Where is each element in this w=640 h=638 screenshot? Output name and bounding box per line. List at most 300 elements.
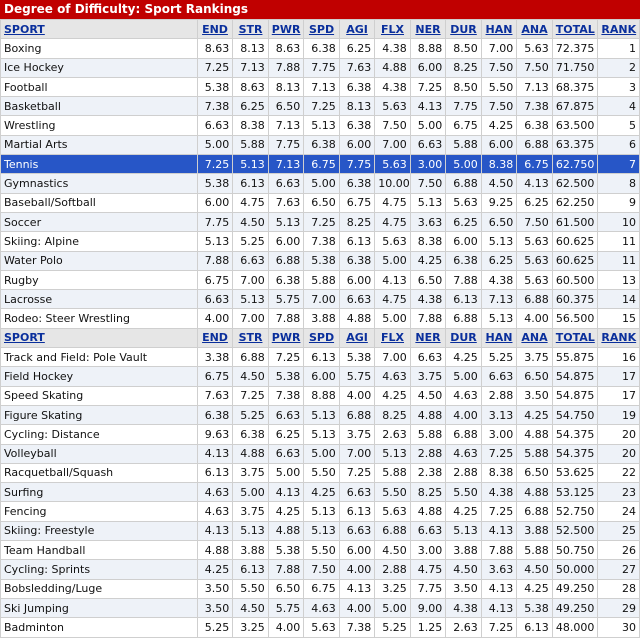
cell-end: 7.25 — [197, 155, 233, 174]
cell-han: 8.38 — [481, 463, 517, 482]
cell-ana: 5.63 — [517, 270, 553, 289]
column-header-dur[interactable]: DUR — [446, 20, 482, 39]
table-row[interactable] — [1, 598, 640, 617]
sport-name: Team Handball — [1, 541, 198, 560]
cell-agi: 6.38 — [339, 77, 375, 96]
cell-spd: 4.63 — [304, 598, 340, 617]
cell-pwr: 6.38 — [268, 270, 304, 289]
cell-total: 62.250 — [552, 193, 598, 212]
cell-end: 7.75 — [197, 212, 233, 231]
sport-name: Speed Skating — [1, 386, 198, 405]
cell-flx: 8.25 — [375, 405, 411, 424]
cell-pwr: 7.38 — [268, 386, 304, 405]
cell-agi: 7.00 — [339, 444, 375, 463]
table-row[interactable] — [1, 521, 640, 540]
table-row[interactable] — [1, 386, 640, 405]
cell-end: 4.13 — [197, 444, 233, 463]
cell-spd: 5.13 — [304, 521, 340, 540]
cell-total: 54.375 — [552, 444, 598, 463]
cell-flx: 7.00 — [375, 348, 411, 367]
cell-rank: 17 — [598, 367, 640, 386]
cell-str: 5.13 — [233, 521, 269, 540]
cell-spd: 8.88 — [304, 386, 340, 405]
cell-pwr: 4.25 — [268, 502, 304, 521]
cell-spd: 5.13 — [304, 405, 340, 424]
cell-rank: 15 — [598, 309, 640, 328]
cell-agi: 4.13 — [339, 579, 375, 598]
cell-dur: 5.88 — [446, 135, 482, 154]
column-header-ana[interactable]: ANA — [517, 328, 553, 347]
table-row[interactable] — [1, 290, 640, 309]
cell-han: 4.38 — [481, 270, 517, 289]
cell-dur: 5.63 — [446, 193, 482, 212]
cell-spd: 5.00 — [304, 444, 340, 463]
sport-name: Tennis — [1, 155, 198, 174]
cell-spd: 6.38 — [304, 135, 340, 154]
cell-ana: 7.50 — [517, 58, 553, 77]
cell-agi: 7.75 — [339, 155, 375, 174]
table-row[interactable] — [1, 251, 640, 270]
cell-total: 60.625 — [552, 251, 598, 270]
sport-name: Cycling: Sprints — [1, 560, 198, 579]
sport-name: Skiing: Alpine — [1, 232, 198, 251]
cell-spd: 6.38 — [304, 39, 340, 58]
cell-ner: 6.63 — [410, 348, 446, 367]
cell-str: 4.88 — [233, 444, 269, 463]
cell-ner: 9.00 — [410, 598, 446, 617]
cell-han: 4.38 — [481, 483, 517, 502]
sport-name: Rodeo: Steer Wrestling — [1, 309, 198, 328]
sport-name: Field Hockey — [1, 367, 198, 386]
table-row[interactable] — [1, 97, 640, 116]
cell-dur: 8.50 — [446, 77, 482, 96]
cell-rank: 26 — [598, 541, 640, 560]
column-header-agi[interactable]: AGI — [339, 328, 375, 347]
table-row[interactable] — [1, 483, 640, 502]
table-row[interactable] — [1, 193, 640, 212]
cell-han: 4.13 — [481, 598, 517, 617]
cell-spd: 7.50 — [304, 560, 340, 579]
cell-spd: 5.00 — [304, 174, 340, 193]
column-header-ana[interactable]: ANA — [517, 20, 553, 39]
cell-total: 62.750 — [552, 155, 598, 174]
cell-ana: 4.00 — [517, 309, 553, 328]
cell-agi: 6.13 — [339, 502, 375, 521]
cell-str: 5.00 — [233, 483, 269, 502]
cell-flx: 7.50 — [375, 116, 411, 135]
cell-pwr: 4.88 — [268, 521, 304, 540]
column-header-pwr[interactable]: PWR — [268, 20, 304, 39]
table-row[interactable] — [1, 174, 640, 193]
cell-spd: 6.75 — [304, 579, 340, 598]
cell-rank: 20 — [598, 425, 640, 444]
cell-total: 72.375 — [552, 39, 598, 58]
table-row[interactable] — [1, 367, 640, 386]
table-row[interactable] — [1, 463, 640, 482]
cell-ner: 5.88 — [410, 425, 446, 444]
cell-spd: 7.75 — [304, 58, 340, 77]
cell-han: 3.63 — [481, 560, 517, 579]
column-header-spd[interactable]: SPD — [304, 20, 340, 39]
cell-pwr: 6.50 — [268, 97, 304, 116]
cell-ner: 1.25 — [410, 618, 446, 637]
column-header-ner[interactable]: NER — [410, 328, 446, 347]
cell-dur: 6.00 — [446, 232, 482, 251]
cell-ana: 4.13 — [517, 174, 553, 193]
cell-spd: 4.25 — [304, 483, 340, 502]
column-header-str[interactable]: STR — [233, 328, 269, 347]
cell-han: 4.50 — [481, 174, 517, 193]
cell-han: 7.50 — [481, 58, 517, 77]
cell-pwr: 5.75 — [268, 598, 304, 617]
cell-str: 7.13 — [233, 58, 269, 77]
column-header-ner[interactable]: NER — [410, 20, 446, 39]
cell-str: 5.50 — [233, 579, 269, 598]
cell-flx: 2.88 — [375, 560, 411, 579]
cell-ner: 6.63 — [410, 521, 446, 540]
column-header-sport[interactable]: SPORT — [1, 20, 198, 39]
cell-end: 7.88 — [197, 251, 233, 270]
cell-han: 6.63 — [481, 367, 517, 386]
column-header-pwr[interactable]: PWR — [268, 328, 304, 347]
cell-ana: 6.88 — [517, 290, 553, 309]
cell-agi: 5.38 — [339, 348, 375, 367]
cell-pwr: 6.50 — [268, 579, 304, 598]
cell-str: 4.75 — [233, 193, 269, 212]
cell-ana: 3.75 — [517, 348, 553, 367]
cell-end: 4.63 — [197, 483, 233, 502]
table-row[interactable] — [1, 502, 640, 521]
cell-spd: 7.13 — [304, 77, 340, 96]
cell-rank: 22 — [598, 463, 640, 482]
cell-str: 6.88 — [233, 348, 269, 367]
cell-end: 5.25 — [197, 618, 233, 637]
cell-flx: 4.13 — [375, 270, 411, 289]
cell-han: 2.88 — [481, 386, 517, 405]
cell-pwr: 7.75 — [268, 135, 304, 154]
cell-dur: 4.63 — [446, 444, 482, 463]
cell-spd: 5.13 — [304, 116, 340, 135]
column-header-total[interactable]: TOTAL — [552, 20, 598, 39]
cell-str: 7.25 — [233, 386, 269, 405]
cell-total: 53.125 — [552, 483, 598, 502]
cell-flx: 4.38 — [375, 77, 411, 96]
cell-end: 6.38 — [197, 405, 233, 424]
cell-pwr: 5.00 — [268, 463, 304, 482]
cell-agi: 6.38 — [339, 251, 375, 270]
cell-han: 5.13 — [481, 232, 517, 251]
cell-ner: 3.75 — [410, 367, 446, 386]
cell-pwr: 7.88 — [268, 560, 304, 579]
sport-name: Baseball/Softball — [1, 193, 198, 212]
cell-han: 5.25 — [481, 348, 517, 367]
cell-spd: 5.13 — [304, 502, 340, 521]
sport-name: Badminton — [1, 618, 198, 637]
cell-agi: 5.75 — [339, 367, 375, 386]
cell-end: 4.25 — [197, 560, 233, 579]
cell-total: 60.625 — [552, 232, 598, 251]
cell-pwr: 5.38 — [268, 367, 304, 386]
cell-end: 9.63 — [197, 425, 233, 444]
cell-rank: 24 — [598, 502, 640, 521]
cell-ana: 5.63 — [517, 39, 553, 58]
column-header-flx[interactable]: FLX — [375, 20, 411, 39]
cell-str: 3.88 — [233, 541, 269, 560]
sport-name: Ski Jumping — [1, 598, 198, 617]
cell-total: 54.750 — [552, 405, 598, 424]
cell-total: 52.750 — [552, 502, 598, 521]
cell-dur: 5.00 — [446, 367, 482, 386]
table-row[interactable] — [1, 560, 640, 579]
cell-dur: 6.13 — [446, 290, 482, 309]
cell-ana: 6.88 — [517, 135, 553, 154]
cell-pwr: 5.13 — [268, 212, 304, 231]
cell-rank: 17 — [598, 386, 640, 405]
cell-end: 4.63 — [197, 502, 233, 521]
cell-dur: 3.88 — [446, 541, 482, 560]
sport-name: Figure Skating — [1, 405, 198, 424]
cell-agi: 6.63 — [339, 483, 375, 502]
column-header-agi[interactable]: AGI — [339, 20, 375, 39]
cell-dur: 5.00 — [446, 155, 482, 174]
cell-dur: 5.13 — [446, 521, 482, 540]
cell-agi: 6.63 — [339, 290, 375, 309]
column-header-sport[interactable]: SPORT — [1, 328, 198, 347]
cell-flx: 5.50 — [375, 483, 411, 502]
cell-pwr: 6.00 — [268, 232, 304, 251]
cell-pwr: 7.13 — [268, 155, 304, 174]
cell-han: 7.25 — [481, 444, 517, 463]
cell-han: 6.50 — [481, 212, 517, 231]
cell-pwr: 7.88 — [268, 58, 304, 77]
cell-ner: 6.00 — [410, 58, 446, 77]
column-header-end[interactable]: END — [197, 328, 233, 347]
table-row[interactable] — [1, 309, 640, 328]
cell-spd: 5.38 — [304, 251, 340, 270]
column-header-spd[interactable]: SPD — [304, 328, 340, 347]
cell-ana: 5.63 — [517, 232, 553, 251]
column-header-rank[interactable]: RANK — [598, 20, 640, 39]
sport-name: Volleyball — [1, 444, 198, 463]
column-header-han[interactable]: HAN — [481, 20, 517, 39]
cell-str: 7.00 — [233, 270, 269, 289]
cell-rank: 16 — [598, 348, 640, 367]
cell-flx: 2.63 — [375, 425, 411, 444]
cell-flx: 5.00 — [375, 309, 411, 328]
table-row[interactable] — [1, 618, 640, 637]
cell-agi: 4.00 — [339, 386, 375, 405]
cell-agi: 4.00 — [339, 560, 375, 579]
cell-dur: 2.63 — [446, 618, 482, 637]
cell-agi: 6.25 — [339, 39, 375, 58]
cell-ner: 8.88 — [410, 39, 446, 58]
cell-ner: 3.00 — [410, 155, 446, 174]
header-row — [1, 328, 640, 347]
cell-flx: 4.75 — [375, 290, 411, 309]
table-row[interactable] — [1, 58, 640, 77]
cell-dur: 4.00 — [446, 405, 482, 424]
cell-rank: 1 — [598, 39, 640, 58]
cell-dur: 4.50 — [446, 560, 482, 579]
cell-dur: 6.88 — [446, 309, 482, 328]
column-header-flx[interactable]: FLX — [375, 328, 411, 347]
cell-ana: 5.38 — [517, 598, 553, 617]
cell-han: 4.13 — [481, 579, 517, 598]
cell-ner: 2.88 — [410, 444, 446, 463]
cell-total: 68.375 — [552, 77, 598, 96]
cell-pwr: 7.25 — [268, 348, 304, 367]
cell-agi: 6.00 — [339, 135, 375, 154]
table-row[interactable] — [1, 541, 640, 560]
cell-total: 60.375 — [552, 290, 598, 309]
cell-han: 9.25 — [481, 193, 517, 212]
cell-dur: 4.25 — [446, 502, 482, 521]
cell-rank: 5 — [598, 116, 640, 135]
cell-total: 71.750 — [552, 58, 598, 77]
table-row[interactable] — [1, 405, 640, 424]
cell-flx: 4.63 — [375, 367, 411, 386]
cell-str: 6.63 — [233, 251, 269, 270]
column-header-dur[interactable]: DUR — [446, 328, 482, 347]
cell-end: 7.25 — [197, 58, 233, 77]
column-header-end[interactable]: END — [197, 20, 233, 39]
cell-ner: 6.50 — [410, 270, 446, 289]
cell-agi: 3.75 — [339, 425, 375, 444]
column-header-str[interactable]: STR — [233, 20, 269, 39]
cell-total: 52.500 — [552, 521, 598, 540]
cell-end: 6.00 — [197, 193, 233, 212]
cell-total: 54.375 — [552, 425, 598, 444]
table-row[interactable] — [1, 444, 640, 463]
cell-total: 50.000 — [552, 560, 598, 579]
cell-flx: 5.88 — [375, 463, 411, 482]
table-row[interactable] — [1, 579, 640, 598]
cell-end: 5.38 — [197, 77, 233, 96]
cell-flx: 4.25 — [375, 386, 411, 405]
table-row[interactable] — [1, 39, 640, 58]
cell-dur: 8.50 — [446, 39, 482, 58]
cell-ana: 5.63 — [517, 251, 553, 270]
cell-spd: 5.88 — [304, 270, 340, 289]
table-row[interactable] — [1, 77, 640, 96]
cell-spd: 7.25 — [304, 97, 340, 116]
cell-rank: 29 — [598, 598, 640, 617]
cell-flx: 6.88 — [375, 521, 411, 540]
sport-name: Football — [1, 77, 198, 96]
cell-flx: 4.75 — [375, 212, 411, 231]
column-header-han[interactable]: HAN — [481, 328, 517, 347]
cell-rank: 10 — [598, 212, 640, 231]
cell-end: 3.50 — [197, 598, 233, 617]
table-row[interactable] — [1, 425, 640, 444]
cell-end: 6.63 — [197, 290, 233, 309]
cell-ana: 7.38 — [517, 97, 553, 116]
cell-str: 8.13 — [233, 39, 269, 58]
cell-flx: 4.75 — [375, 193, 411, 212]
cell-spd: 7.38 — [304, 232, 340, 251]
cell-pwr: 7.88 — [268, 309, 304, 328]
cell-ner: 4.88 — [410, 405, 446, 424]
cell-end: 5.38 — [197, 174, 233, 193]
cell-ana: 4.88 — [517, 483, 553, 502]
cell-total: 61.500 — [552, 212, 598, 231]
cell-rank: 14 — [598, 290, 640, 309]
cell-rank: 13 — [598, 270, 640, 289]
table-row[interactable] — [1, 270, 640, 289]
cell-ner: 4.13 — [410, 97, 446, 116]
cell-ner: 7.25 — [410, 77, 446, 96]
cell-str: 6.13 — [233, 174, 269, 193]
cell-han: 7.25 — [481, 502, 517, 521]
sport-name: Rugby — [1, 270, 198, 289]
cell-total: 56.500 — [552, 309, 598, 328]
cell-pwr: 6.63 — [268, 444, 304, 463]
cell-ana: 7.50 — [517, 212, 553, 231]
column-header-rank[interactable]: RANK — [598, 328, 640, 347]
table-row[interactable] — [1, 232, 640, 251]
cell-agi: 6.38 — [339, 116, 375, 135]
cell-end: 4.13 — [197, 521, 233, 540]
cell-pwr: 4.00 — [268, 618, 304, 637]
cell-total: 54.875 — [552, 386, 598, 405]
cell-agi: 6.13 — [339, 232, 375, 251]
cell-spd: 6.50 — [304, 193, 340, 212]
cell-ner: 7.88 — [410, 309, 446, 328]
cell-dur: 6.88 — [446, 174, 482, 193]
table-row[interactable] — [1, 116, 640, 135]
table-row[interactable] — [1, 135, 640, 154]
cell-ner: 5.13 — [410, 193, 446, 212]
sport-name: Soccer — [1, 212, 198, 231]
table-row[interactable] — [1, 348, 640, 367]
table-row[interactable] — [1, 155, 640, 174]
cell-ana: 4.88 — [517, 425, 553, 444]
cell-ana: 6.13 — [517, 618, 553, 637]
cell-dur: 4.38 — [446, 598, 482, 617]
sport-name: Cycling: Distance — [1, 425, 198, 444]
table-row[interactable] — [1, 212, 640, 231]
column-header-total[interactable]: TOTAL — [552, 328, 598, 347]
cell-pwr: 8.63 — [268, 39, 304, 58]
cell-str: 5.13 — [233, 155, 269, 174]
cell-han: 3.13 — [481, 405, 517, 424]
cell-flx: 4.50 — [375, 541, 411, 560]
cell-ner: 3.00 — [410, 541, 446, 560]
cell-ner: 7.50 — [410, 174, 446, 193]
cell-ana: 4.25 — [517, 405, 553, 424]
cell-dur: 5.50 — [446, 483, 482, 502]
cell-total: 48.000 — [552, 618, 598, 637]
cell-han: 4.13 — [481, 521, 517, 540]
cell-pwr: 6.63 — [268, 405, 304, 424]
cell-end: 6.75 — [197, 270, 233, 289]
cell-end: 6.75 — [197, 367, 233, 386]
cell-rank: 30 — [598, 618, 640, 637]
cell-str: 6.13 — [233, 560, 269, 579]
cell-dur: 6.75 — [446, 116, 482, 135]
cell-agi: 6.00 — [339, 541, 375, 560]
cell-total: 49.250 — [552, 579, 598, 598]
sport-name: Fencing — [1, 502, 198, 521]
cell-agi: 4.00 — [339, 598, 375, 617]
cell-ner: 4.25 — [410, 251, 446, 270]
cell-flx: 5.63 — [375, 502, 411, 521]
cell-total: 55.875 — [552, 348, 598, 367]
cell-str: 7.00 — [233, 309, 269, 328]
cell-ana: 6.88 — [517, 502, 553, 521]
page-title: Degree of Difficulty: Sport Rankings — [0, 0, 640, 19]
cell-han: 7.50 — [481, 97, 517, 116]
